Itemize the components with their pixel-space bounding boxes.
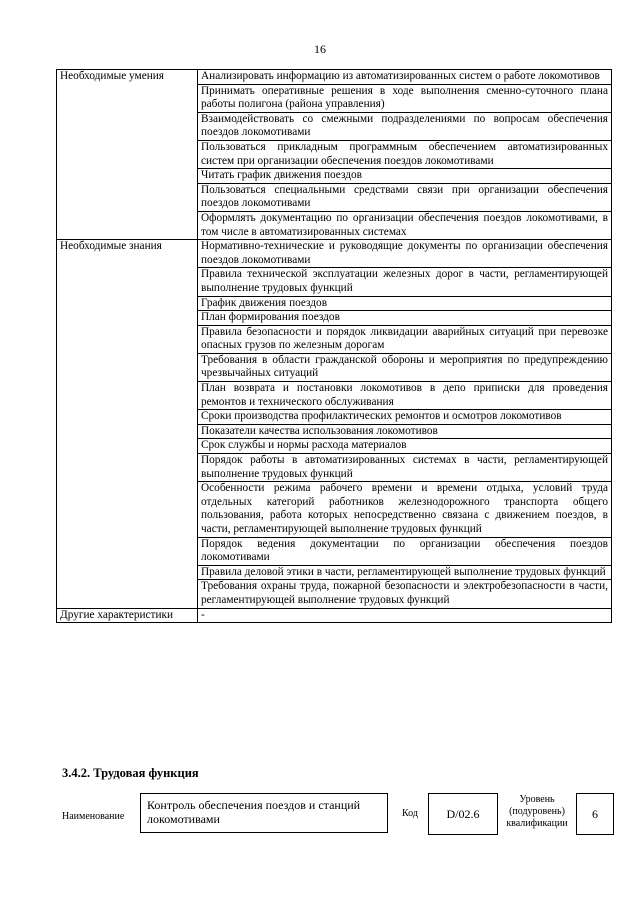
- section-title: 3.4.2. Трудовая функция: [62, 766, 199, 780]
- row-item: Правила технической эксплуатации железных дорог в части, регламентирующей выполнение трудовых функций: [198, 268, 612, 296]
- level-label-line: квалификации: [506, 818, 568, 829]
- row-item: Читать график движения поездов: [198, 169, 612, 184]
- table-row: [57, 240, 612, 268]
- row-item: Особенности режима рабочего времени и времени отдыха, условий труда отдельных категорий работников железнодорожного транспорта общего пользования, работа которых непосредственно связана с движением поездов, в части, регламентирующей выполнение трудовых функций: [198, 482, 612, 537]
- row-label: Другие характеристики: [57, 608, 198, 623]
- name-label: Наименование: [62, 811, 125, 822]
- table-row: [57, 70, 612, 85]
- qualification-level-box: 6: [576, 793, 614, 835]
- row-item: Срок службы и нормы расхода материалов: [198, 439, 612, 454]
- row-label: Необходимые знания: [57, 240, 198, 608]
- table-row: [57, 608, 612, 623]
- row-item: Принимать оперативные решения в ходе выполнения сменно-суточного плана работы полигона (района управления): [198, 84, 612, 112]
- level-label-line: Уровень: [519, 794, 555, 805]
- row-item: План формирования поездов: [198, 311, 612, 326]
- row-item: Анализировать информацию из автоматизированных систем о работе локомотивов: [198, 70, 612, 85]
- row-item: Требования в области гражданской обороны и мероприятия по предупреждению чрезвычайных ситуаций: [198, 353, 612, 381]
- row-item: Порядок ведения документации по организации обеспечения поездов локомотивами: [198, 537, 612, 565]
- row-item: -: [198, 608, 612, 623]
- row-item: Сроки производства профилактических ремонтов и осмотров локомотивов: [198, 410, 612, 425]
- row-item: Взаимодействовать со смежными подразделениями по вопросам обеспечения поездов локомотивами: [198, 112, 612, 140]
- row-item: Правила безопасности и порядок ликвидации аварийных ситуаций при перевозке опасных грузов по железным дорогам: [198, 325, 612, 353]
- row-item: Нормативно-технические и руководящие документы по организации обеспечения поездов локомотивами: [198, 240, 612, 268]
- row-item: Показатели качества использования локомотивов: [198, 424, 612, 439]
- row-item: Пользоваться прикладным программным обеспечением автоматизированных систем при организации обеспечения поездов локомотивами: [198, 140, 612, 168]
- row-item: План возврата и постановки локомотивов в депо приписки для проведения ремонтов и технического обслуживания: [198, 382, 612, 410]
- code-label: Код: [402, 808, 418, 819]
- requirements-table: [56, 69, 612, 623]
- level-label-line: (подуровень): [509, 806, 565, 817]
- row-item: Порядок работы в автоматизированных системах в части, регламентирующей выполнение трудовых функций: [198, 454, 612, 482]
- row-label: Необходимые умения: [57, 70, 198, 240]
- row-item: Оформлять документацию по организации обеспечения поездов локомотивами, в том числе в автоматизированных системах: [198, 211, 612, 239]
- function-name-box: Контроль обеспечения поездов и станций локомотивами: [140, 793, 388, 833]
- labor-function-row: [56, 788, 612, 844]
- qualification-level-label: [502, 794, 572, 830]
- row-item: Правила деловой этики в части, регламентирующей выполнение трудовых функций: [198, 565, 612, 580]
- row-item: Требования охраны труда, пожарной безопасности и электробезопасности в части, регламентирующей выполнение трудовых функций: [198, 580, 612, 608]
- function-code-box: D/02.6: [428, 793, 498, 835]
- row-item: Пользоваться специальными средствами связи при организации обеспечения поездов локомотивами: [198, 183, 612, 211]
- row-item: График движения поездов: [198, 296, 612, 311]
- page-number: 16: [314, 42, 326, 56]
